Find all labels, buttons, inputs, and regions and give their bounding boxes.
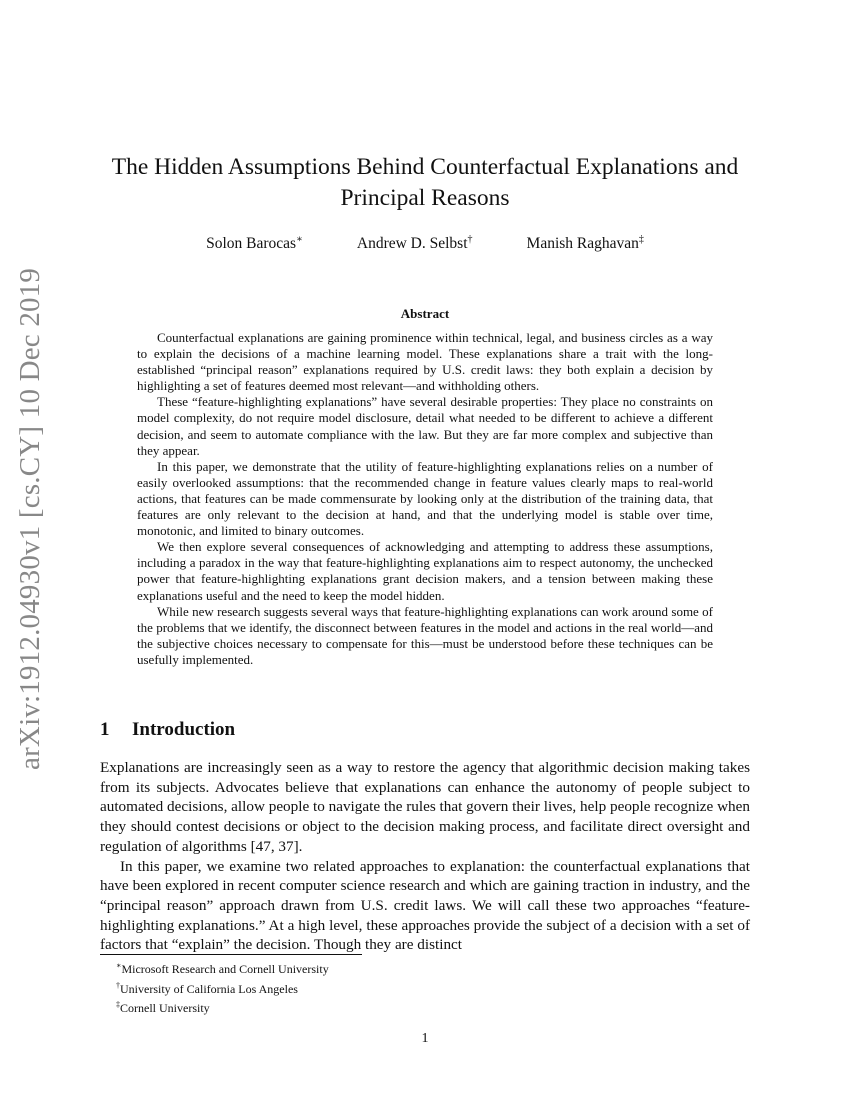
- paper-title: The Hidden Assumptions Behind Counterfactual Explanations and Principal Reasons: [111, 154, 739, 211]
- footnote: ∗Microsoft Research and Cornell University: [116, 961, 329, 976]
- author: Andrew D. Selbst†: [356, 234, 473, 253]
- abstract-paragraph: Counterfactual explanations are gaining prominence within technical, legal, and business circles as a way to explain the decisions of a machine learning model. These explanations share a trait with the long-established “principal reason” explanations required by U.S. credit laws: they both explain a decision by highlighting a set of features deemed most relevant—and withholding others.: [137, 330, 713, 394]
- abstract-paragraph: We then explore several consequences of acknowledging and attempting to address these assumptions, including a paradox in the way that feature-highlighting explanations aim to respect autonomy, the unchecked power that feature-highlighting explanations grant decision makers, and a tension between making these explanations useful and the need to keep the model hidden.: [137, 539, 713, 603]
- page-number: 1: [421, 1031, 429, 1046]
- footnote: ‡Cornell University: [116, 1000, 210, 1015]
- abstract-heading: Abstract: [400, 306, 450, 321]
- arxiv-identifier-stamp: arXiv:1912.04930v1 [cs.CY] 10 Dec 2019: [14, 267, 46, 770]
- body-paragraph: In this paper, we examine two related approaches to explanation: the counterfactual explanations that have been explored in recent computer science research and which are gaining traction in industry, and the “principal reason” approach drawn from U.S. credit laws. We will call these two approaches “feature-highlighting explanations.” At a high level, these approaches provide the subject of a decision with a set of factors that “explain” the decision. Though they are distinct: [100, 857, 750, 954]
- author: Manish Raghavan‡: [526, 234, 644, 253]
- author-footnote-mark: †: [467, 234, 473, 245]
- section-heading: [100, 719, 750, 741]
- abstract-paragraph: In this paper, we demonstrate that the utility of feature-highlighting explanations relies on a number of easily overlooked assumptions: that the recommended change in feature values clearly maps to real-world actions, that features can be made commensurate by looking only at the distribution of the training data, that features are only relevant to the decision at hand, and that the underlying model is stable over time, monotonic, and limited to binary outcomes.: [137, 458, 713, 539]
- author-footnote-mark: ∗: [296, 234, 303, 245]
- section-number: 1: [100, 719, 110, 740]
- abstract-body: [137, 330, 713, 668]
- footnote-divider: [100, 954, 362, 955]
- author: Solon Barocas∗: [206, 234, 303, 253]
- author-list: [100, 234, 750, 253]
- section-title: Introduction: [132, 719, 236, 740]
- body-paragraph: Explanations are increasingly seen as a way to restore the agency that algorithmic decision making takes from its subjects. Advocates believe that explanations can enhance the autonomy of people subject to automated decisions, allow people to navigate the rules that govern their lives, help people recognize when they should contest decisions or object to the decision making process, and facilitate direct oversight and regulation of algorithms [47, 37].: [100, 759, 750, 855]
- footnote: †University of California Los Angeles: [116, 980, 298, 996]
- author-footnote-mark: ‡: [638, 234, 644, 245]
- abstract-paragraph: These “feature-highlighting explanations” have several desirable properties: They place no constraints on model complexity, do not require model disclosure, detail what needed to be different to achieve a different decision, and seem to automate compliance with the law. But they are far more complex and subjective than they appear.: [137, 394, 713, 458]
- footnotes: [116, 958, 736, 1017]
- abstract-paragraph: While new research suggests several ways that feature-highlighting explanations can work around some of the problems that we identify, the disconnect between features in the model and actions in the real world—and the subjective choices necessary to compensate for this—must be understood before these techniques can be usefully implemented.: [137, 603, 713, 667]
- section-body: [100, 758, 750, 955]
